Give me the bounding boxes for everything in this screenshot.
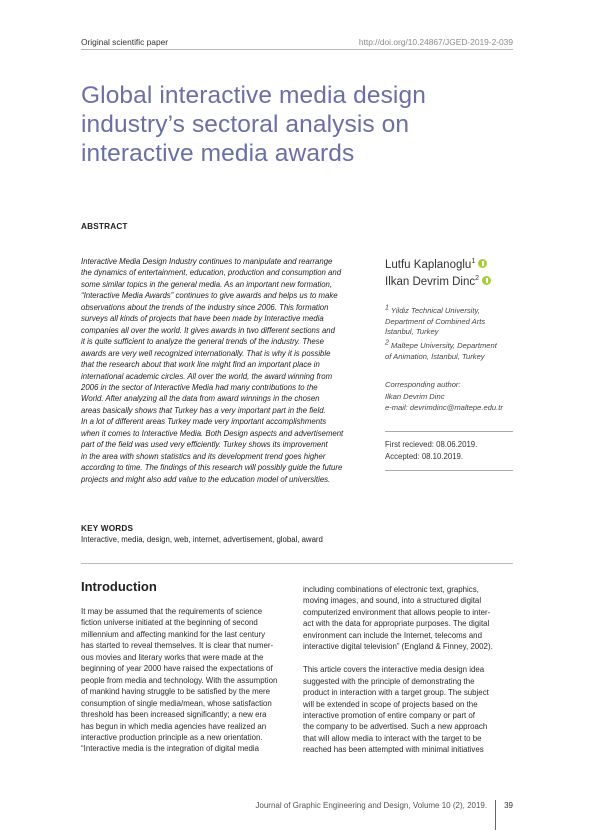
corresponding-name: Ilkan Devrim Dinc <box>385 391 445 401</box>
abstract-line: that the research about that work line might find an important place in <box>81 360 320 370</box>
abstract-body <box>81 256 370 485</box>
journal-citation: Journal of Graphic Engineering and Design, Volume 10 (2), 2019. <box>255 801 488 810</box>
abstract-line: some similar topics in the general media. As an important new formation, <box>81 279 333 289</box>
keywords-heading: KEY WORDS <box>81 524 134 533</box>
text-line: of mankind having struggle to be satisfied by the mere <box>81 687 271 697</box>
accepted-date: Accepted: 08.10.2019. <box>385 452 464 461</box>
text-line: reached has been attempted with minimal initiatives <box>303 745 484 755</box>
abstract-line: awards are very well recognized internationally. That is why it is possible <box>81 348 331 358</box>
paragraph <box>303 584 503 653</box>
text-line: interactive promotion of entire company or part of <box>303 710 475 720</box>
affiliation-line: İstanbul, Turkey <box>385 327 439 336</box>
text-line: ous movies and literary works that were made at the <box>81 652 264 662</box>
abstract-line: in the area with shown statistics and its development trend goes higher <box>81 451 326 461</box>
text-line: computerized environment that allows people to inter- <box>303 607 491 617</box>
author-name: Ilkan Devrim Dinc <box>385 276 476 288</box>
abstract-line: In a lot of different areas Turkey made very important accomplishments <box>81 417 327 427</box>
abstract-line: the dynamics of entertainment, education, production and consumption and <box>81 268 342 278</box>
affiliation-mark: 2 <box>385 339 389 347</box>
orcid-icon[interactable] <box>482 276 491 285</box>
abstract-line: when it comes to Interactive Media. Both Design aspects and advertisement <box>81 428 344 438</box>
corresponding-author <box>385 379 535 414</box>
text-line: including combinations of electronic text, graphics, <box>303 585 479 594</box>
text-line: consumption of single media/mean, whose satisfaction <box>81 698 272 708</box>
affiliation <box>385 341 525 362</box>
header-rule <box>81 49 513 50</box>
received-date: First recieved: 08.06.2019. <box>385 440 478 449</box>
author <box>385 257 491 274</box>
text-line: This article covers the interactive media design idea <box>303 665 485 675</box>
text-line: moving images, and sound, into a structured digital <box>303 596 482 606</box>
affiliation <box>385 306 525 338</box>
footer-divider <box>495 800 496 830</box>
dates-rule-bottom <box>385 470 513 471</box>
section-rule <box>81 563 513 564</box>
submission-dates <box>385 439 477 463</box>
abstract-line: observations about the trends of the industry since 2006. This formation <box>81 302 329 312</box>
intro-right-column <box>303 584 503 767</box>
text-line: product in interaction with a target group. The subject <box>303 688 489 698</box>
corresponding-label: Corresponding author: <box>385 380 461 389</box>
corresponding-email[interactable]: e-mail: devrimdinc@maltepe.edu.tr <box>385 403 503 412</box>
text-line: beginning of year 2000 have raised the expectations of <box>81 664 273 674</box>
abstract-heading: ABSTRACT <box>81 222 128 231</box>
author-list <box>385 257 491 291</box>
page-footer <box>255 800 513 830</box>
article-type: Original scientific paper <box>81 37 169 47</box>
keywords-text: Interactive, media, design, web, internet, advertisement, global, award <box>81 535 323 544</box>
text-line: It may be assumed that the requirements of science <box>81 607 263 616</box>
paper-title: Global interactive media design industry’s sectoral analysis on interactive media awards <box>81 82 426 167</box>
abstract-line: companies all over the world. It gives awards in two different sections and <box>81 325 335 335</box>
paragraph <box>81 606 281 755</box>
page-number: 39 <box>504 801 513 810</box>
text-line: act with the data for appropriate purposes. The digital <box>303 619 490 629</box>
text-line: that will allow media to interact with the target to be <box>303 733 482 743</box>
abstract-line: areas basically shows that Turkey has a very important part in the field. <box>81 405 326 415</box>
text-line: fiction universe initiated at the beginning of second <box>81 618 258 628</box>
abstract-line: according to time. The findings of this research will possibly guide the future <box>81 463 343 473</box>
abstract-line: 2006 in the sector of Interactive Media had many contributions to the <box>81 382 318 392</box>
affiliation-line: of Animation, İstanbul, Turkey <box>385 351 485 361</box>
text-line: has begun in which media agencies have realized an <box>81 721 267 731</box>
dates-rule-top <box>385 431 513 432</box>
text-line: environment can include the Internet, telecoms and <box>303 630 482 640</box>
author-name: Lutfu Kaplanoglu <box>385 259 472 271</box>
affiliation-line: Maltepe University, Department <box>391 341 497 350</box>
intro-heading: Introduction <box>81 579 157 594</box>
text-line: the company to be advertised. Such a new approach <box>303 722 488 732</box>
intro-left-column <box>81 606 281 766</box>
text-line: threshold has been increased significantly; a new era <box>81 710 267 720</box>
affiliation-line: Yildiz Technical University, <box>390 306 480 315</box>
affiliation-mark: 1 <box>385 304 389 312</box>
author <box>385 274 491 291</box>
abstract-line: “Interactive Media Awards” continues to give awards and helps us to make <box>81 291 338 301</box>
text-line: has started to reveal themselves. It is clear that numer- <box>81 641 274 651</box>
abstract-line: Interactive Media Design Industry continues to manipulate and rearrange <box>81 257 333 266</box>
doi-link[interactable]: http://doi.org/10.24867/JGED-2019-2-039 <box>358 37 513 47</box>
affiliation-line: Department of Combined Arts <box>385 316 486 326</box>
text-line: millennium and affecting mankind for the last century <box>81 629 266 639</box>
text-line: will be extended in scope of projects based on the <box>303 699 478 709</box>
abstract-line: surveys all kinds of projects that have been made by Interactive media <box>81 314 324 324</box>
author-affiliation-mark: 2 <box>475 275 480 283</box>
text-line: interactive digital television” (England & Finney, 2002). <box>303 642 493 652</box>
paragraph <box>303 664 503 756</box>
orcid-icon[interactable] <box>478 259 487 268</box>
abstract-line: projects and might also add value to the education model of universities. <box>81 474 331 484</box>
text-line: people from media and technology. With the assumption <box>81 675 278 685</box>
abstract-line: it is quite sufficient to analyze the general trends of the industry. These <box>81 337 324 347</box>
text-line: “Interactive media is the integration of digital media <box>81 744 260 754</box>
abstract-line: World. After analyzing all the data from award winnings in the chosen <box>81 394 320 404</box>
author-affiliation-mark: 1 <box>471 258 476 266</box>
abstract-line: international academic circles. All over the world, the award winning from <box>81 371 333 381</box>
text-line: suggested with the principle of demonstrating the <box>303 676 475 686</box>
text-line: interactive production principle as a new orientation. <box>81 732 263 742</box>
abstract-line: part of the field was used very efficiently. Turkey shows its improvement <box>81 440 328 450</box>
